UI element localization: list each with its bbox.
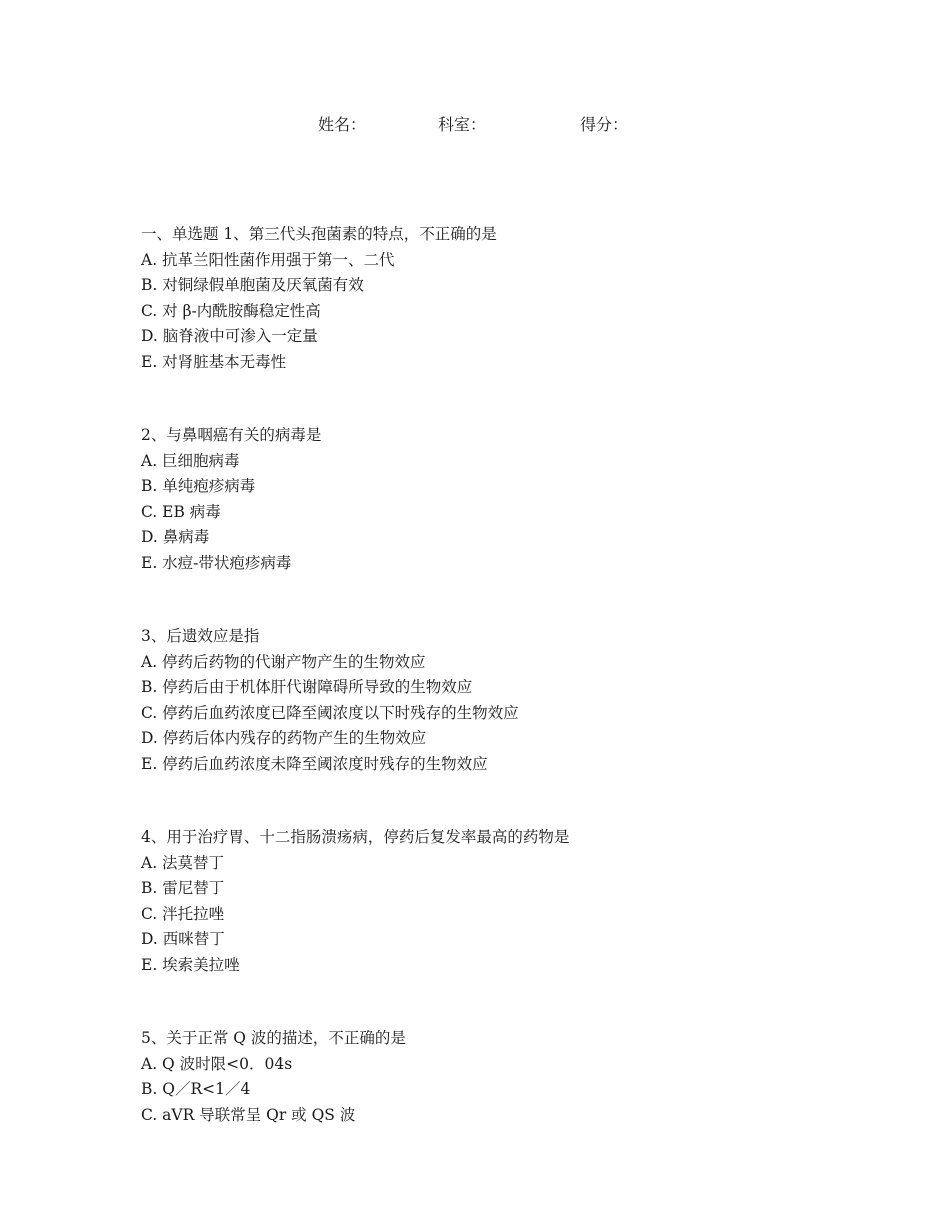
option-d: D. 鼻病毒 [141,528,210,546]
option-d: D. 停药后体内残存的药物产生的生物效应 [141,729,427,747]
option-d: D. 西咪替丁 [141,930,225,948]
option-a: A. 法莫替丁 [141,853,225,872]
option-a: A. Q 波时限<0．04s [141,1054,293,1073]
question-2 [141,423,861,576]
option-c: C. 泮托拉唑 [141,904,225,923]
option-a: A. 抗革兰阳性菌作用强于第一、二代 [141,250,395,269]
option-d: D. 脑脊液中可渗入一定量 [141,327,318,345]
score-label: 得分： [580,115,629,134]
option-e: E. 停药后血药浓度未降至阈浓度时残存的生物效应 [141,754,488,773]
option-c: C. EB 病毒 [141,502,221,521]
question-1 [141,222,861,375]
question-stem: 5、关于正常 Q 波的描述，不正确的是 [141,1029,406,1047]
name-label: 姓名： [318,115,367,134]
option-c: C. 对 β-内酰胺酶稳定性高 [141,301,321,320]
question-stem: 一、单选题 1、第三代头孢菌素的特点，不正确的是 [141,225,497,243]
question-5 [141,1026,861,1128]
question-stem: 4、用于治疗胃、十二指肠溃疡病，停药后复发率最高的药物是 [141,828,570,846]
question-3 [141,624,861,777]
question-list [141,222,861,1176]
option-a: A. 巨细胞病毒 [141,451,240,470]
option-b: B. 单纯疱疹病毒 [141,477,256,495]
option-e: E. 对肾脏基本无毒性 [141,352,287,371]
option-e: E. 埃索美拉唑 [141,955,240,974]
option-b: B. 停药后由于机体肝代谢障碍所导致的生物效应 [141,678,473,696]
question-stem: 2、与鼻咽癌有关的病毒是 [141,426,322,444]
exam-header [0,112,950,136]
option-b: B. 雷尼替丁 [141,879,225,897]
question-4 [141,825,861,978]
option-c: C. aVR 导联常呈 Qr 或 QS 波 [141,1105,356,1124]
question-stem: 3、后遗效应是指 [141,627,260,645]
option-b: B. 对铜绿假单胞菌及厌氧菌有效 [141,276,364,294]
option-c: C. 停药后血药浓度已降至阈浓度以下时残存的生物效应 [141,703,519,722]
option-e: E. 水痘-带状疱疹病毒 [141,553,292,572]
option-b: B. Q／R<1／4 [141,1080,251,1098]
option-a: A. 停药后药物的代谢产物产生的生物效应 [141,652,426,671]
department-label: 科室： [438,115,487,134]
